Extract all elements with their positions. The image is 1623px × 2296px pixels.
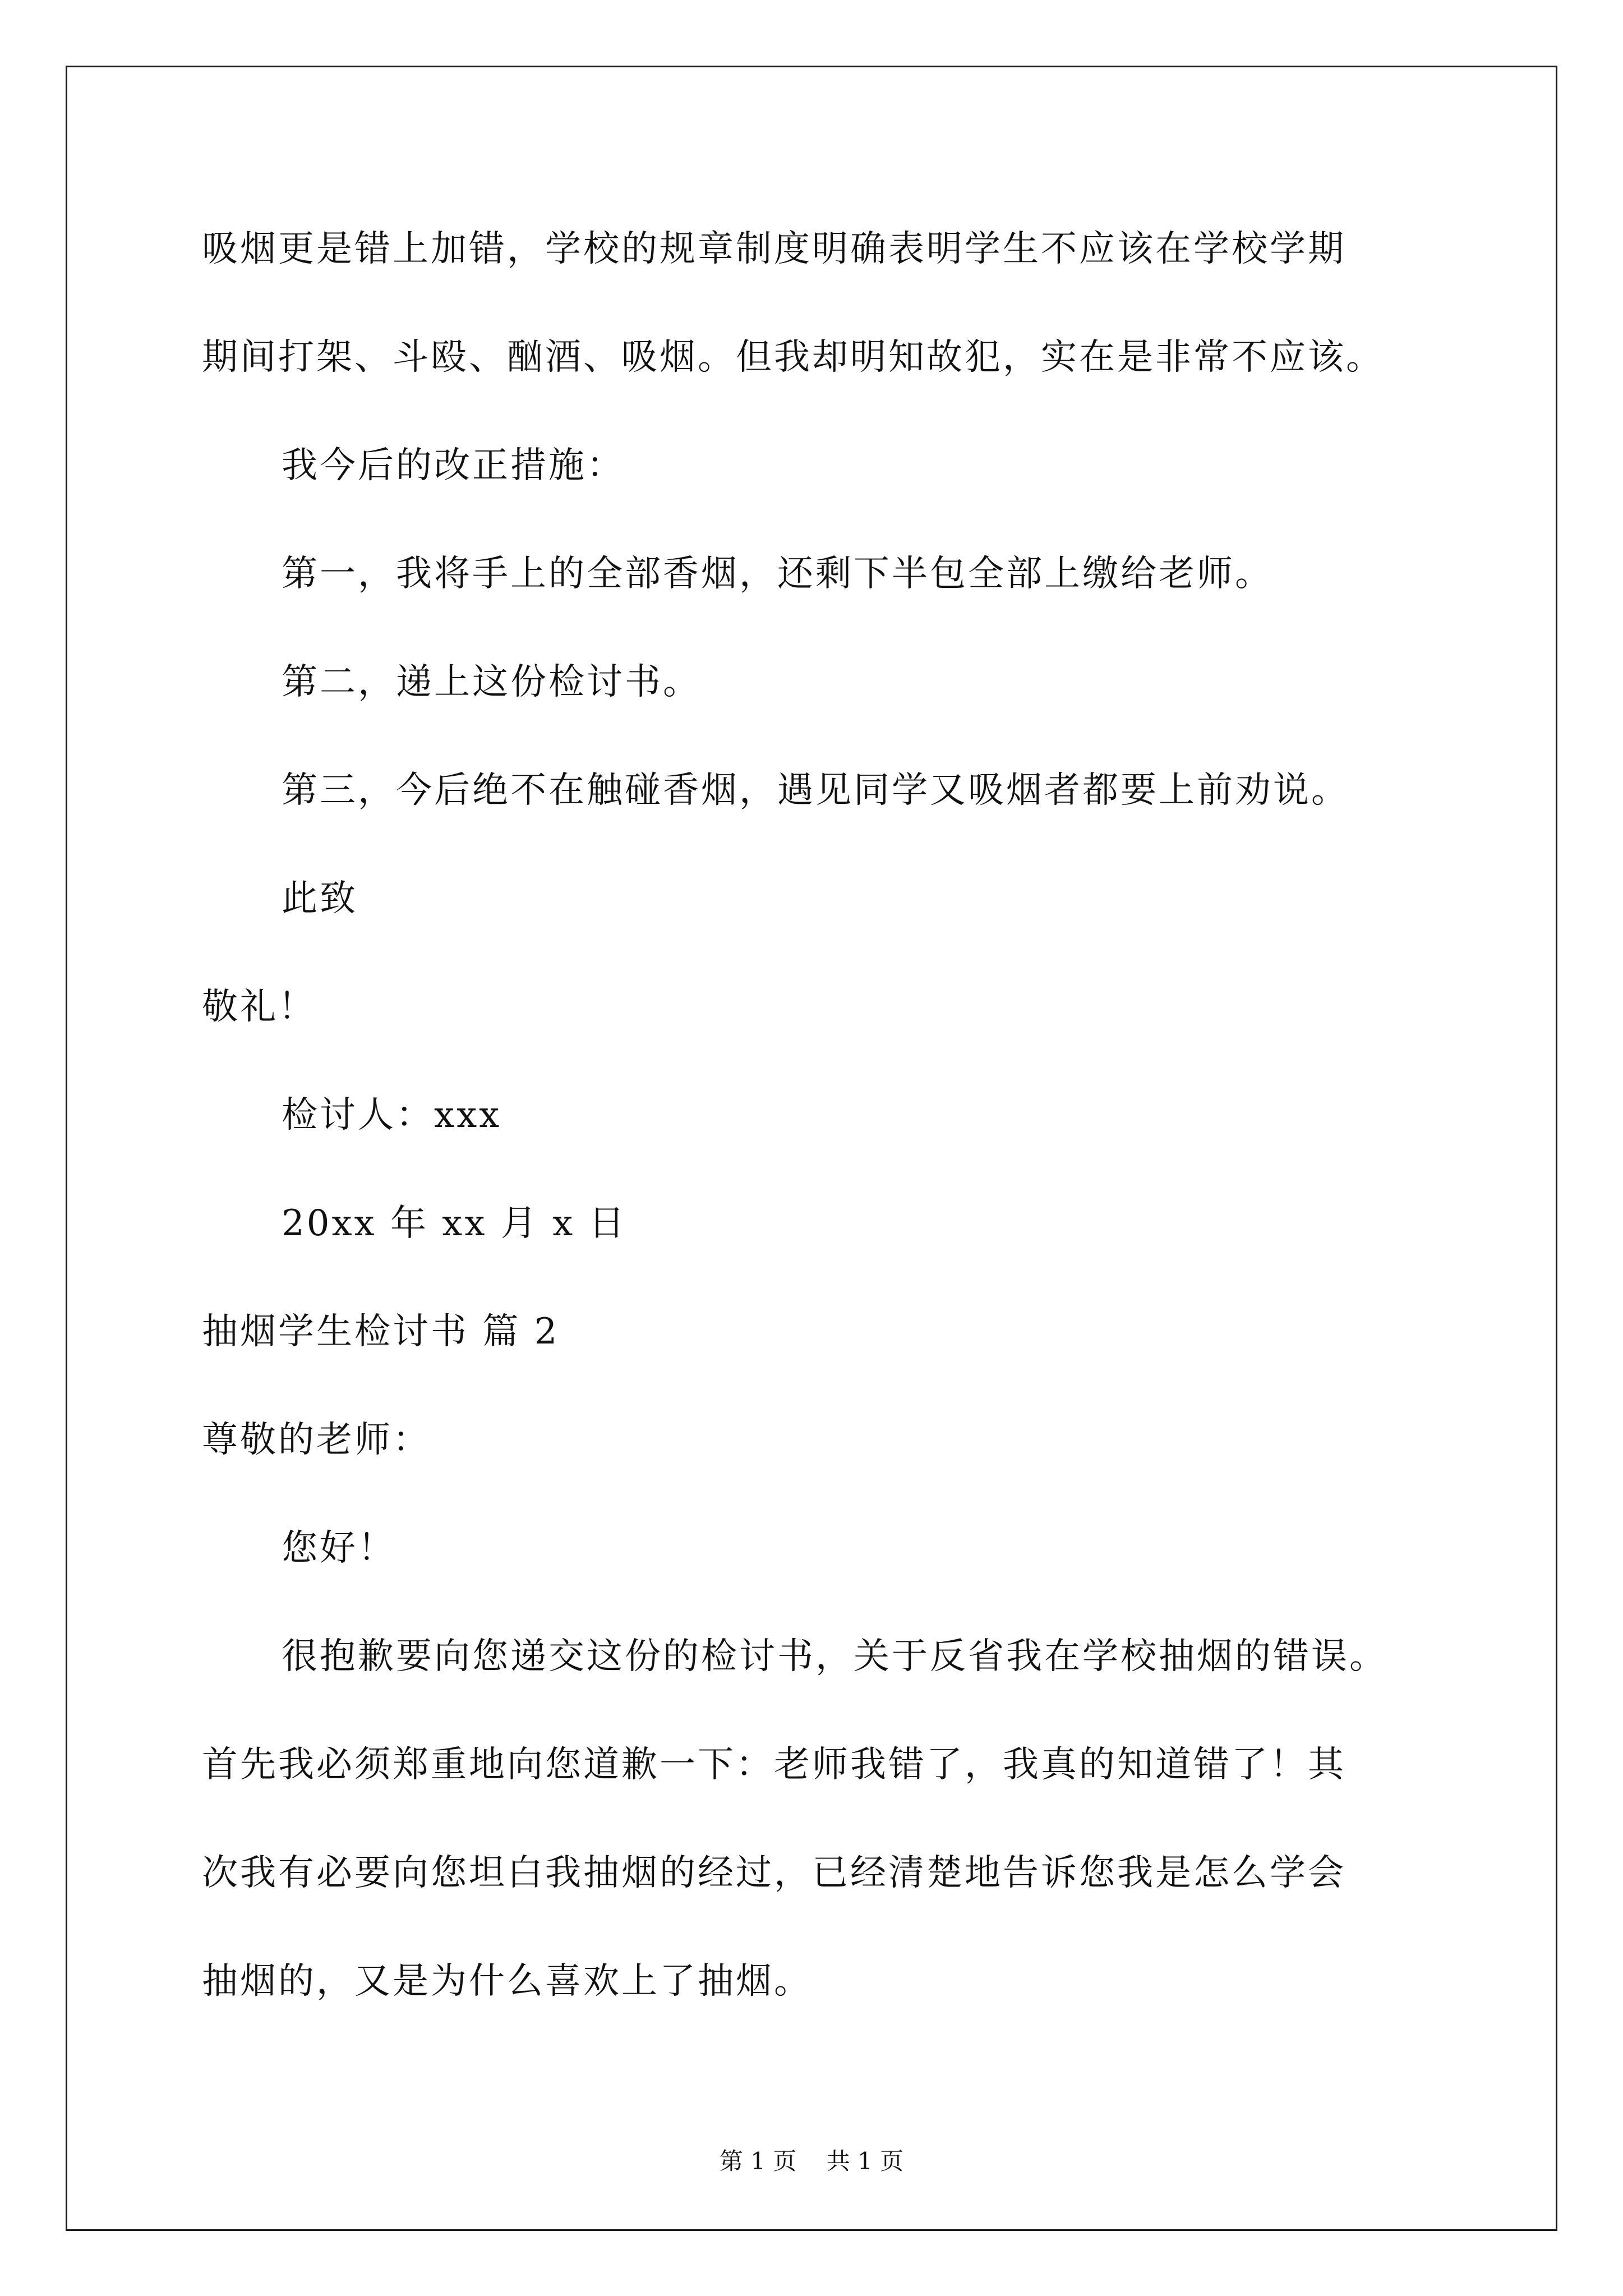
signature-line: 检讨人：xxx	[282, 1094, 502, 1136]
greeting-line: 您好！	[282, 1527, 396, 1569]
paragraph-line: 首先我必须郑重地向您道歉一下：老师我错了，我真的知道错了！其	[202, 1744, 1346, 1786]
date-line: 20xx 年 xx 月 x 日	[282, 1203, 627, 1244]
paragraph-line: 很抱歉要向您递交这份的检讨书，关于反省我在学校抽烟的错误。	[282, 1636, 1387, 1677]
paragraph-line: 第一，我将手上的全部香烟，还剩下半包全部上缴给老师。	[282, 553, 1273, 595]
paragraph-line: 次我有必要向您坦白我抽烟的经过，已经清楚地告诉您我是怎么学会	[202, 1852, 1346, 1894]
section-heading: 抽烟学生检讨书 篇 2	[202, 1311, 560, 1352]
paragraph-line: 第二，递上这份检讨书。	[282, 661, 701, 703]
paragraph-line: 抽烟的，又是为什么喜欢上了抽烟。	[202, 1961, 812, 2002]
page-number-footer: 第 1 页 共 1 页	[719, 2147, 904, 2175]
greeting-line: 尊敬的老师：	[202, 1419, 431, 1461]
closing-salutation: 此致	[282, 878, 358, 919]
paragraph-line: 吸烟更是错上加错，学校的规章制度明确表明学生不应该在学校学期	[202, 228, 1346, 270]
paragraph-line: 期间打架、斗殴、酗酒、吸烟。但我却明知故犯，实在是非常不应该。	[202, 337, 1384, 378]
closing-regards: 敬礼！	[202, 986, 316, 1028]
paragraph-line: 我今后的改正措施：	[282, 445, 625, 486]
paragraph-line: 第三，今后绝不在触碰香烟，遇见同学又吸烟者都要上前劝说。	[282, 770, 1349, 811]
page-border	[66, 66, 1557, 2231]
